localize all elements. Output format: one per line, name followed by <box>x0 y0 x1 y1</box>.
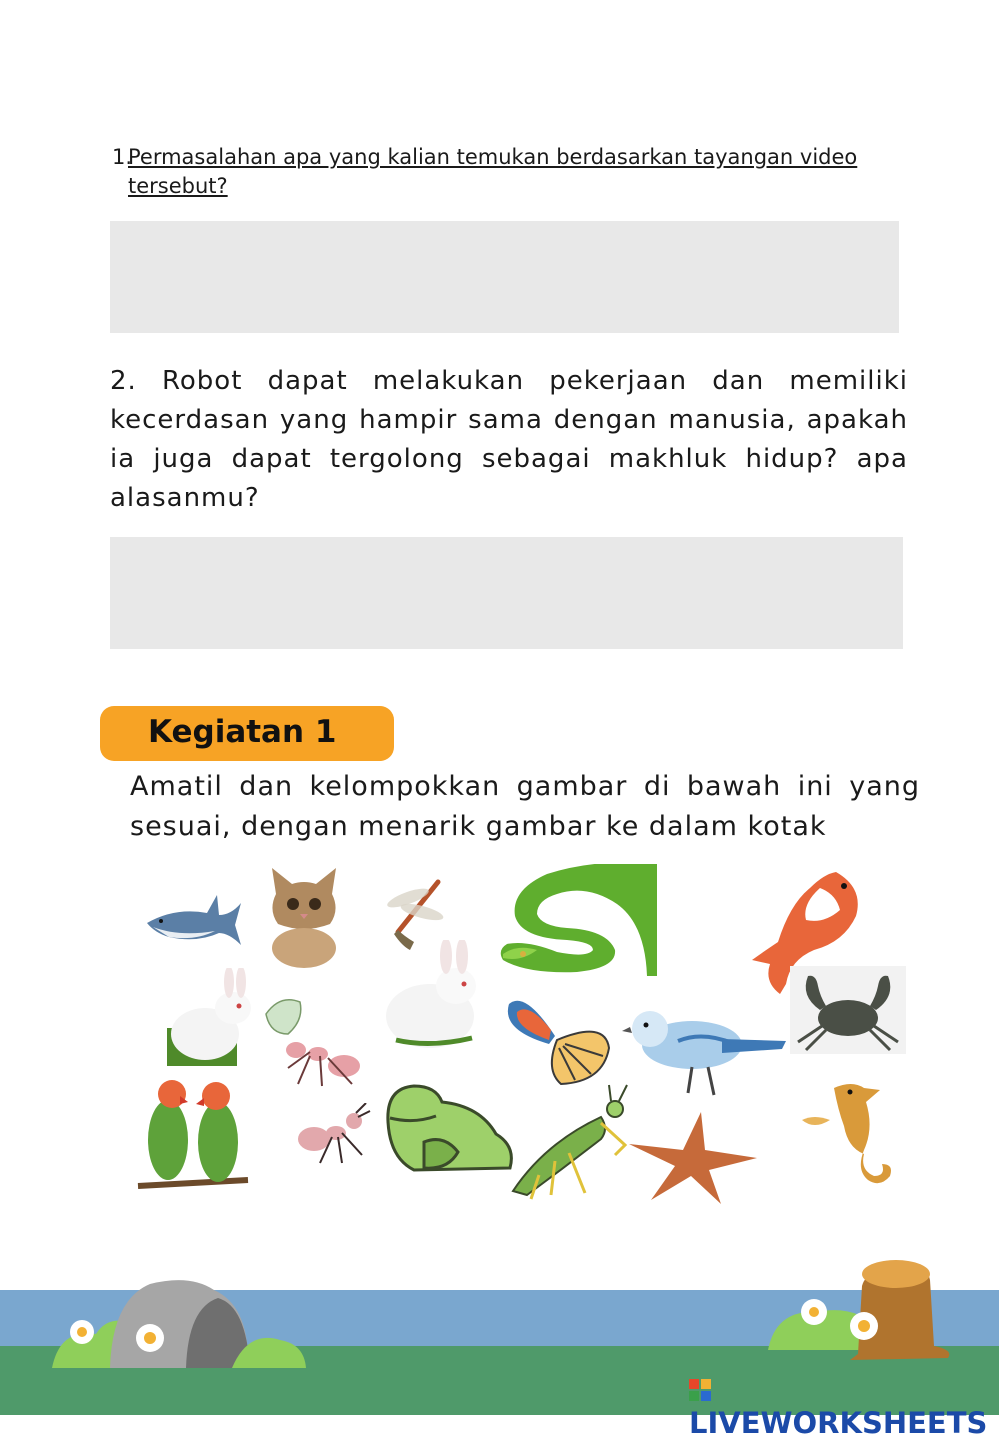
answer-box-1[interactable] <box>110 221 899 333</box>
question-2-text: 2. Robot dapat melakukan pekerjaan dan memiliki kecerdasan yang hampir sama dengan manusia, apakah ia juga dapat tergolong sebagai makhluk hidup? apa alasanmu? <box>110 366 908 513</box>
activity-badge <box>100 706 394 761</box>
butterfly-image[interactable] <box>505 990 613 1090</box>
activity-instruction: Amatil dan kelompokkan gambar di bawah ini yang sesuai, dengan menarik gambar ke dalam kotak <box>130 771 920 842</box>
activity-title: Kegiatan 1 <box>148 714 337 750</box>
question-1 <box>112 143 902 201</box>
lovebirds-image[interactable] <box>136 1076 252 1198</box>
ant-leaf-image[interactable] <box>260 994 368 1092</box>
rabbit-image[interactable] <box>167 968 255 1066</box>
seahorse-image[interactable] <box>794 1080 898 1194</box>
bird-image[interactable] <box>622 1005 788 1097</box>
frog-image[interactable] <box>384 1082 518 1176</box>
mantis-image[interactable] <box>505 1083 633 1201</box>
snake-image[interactable] <box>497 864 661 976</box>
cat-image[interactable] <box>264 864 344 968</box>
crab-image[interactable] <box>790 966 906 1062</box>
shark-image[interactable] <box>145 893 243 953</box>
starfish-image[interactable] <box>625 1110 761 1206</box>
answer-box-2[interactable] <box>110 537 903 649</box>
liveworksheets-logo-icon <box>689 1374 711 1396</box>
rabbit-image[interactable] <box>382 940 488 1052</box>
watermark-text: LIVEWORKSHEETS <box>689 1406 988 1440</box>
question-1-number: 1. <box>112 145 133 169</box>
question-1-text: Permasalahan apa yang kalian temukan berdasarkan tayangan video tersebut? <box>128 145 858 198</box>
liveworksheets-watermark <box>689 1372 999 1440</box>
ant-image[interactable] <box>296 1103 372 1165</box>
